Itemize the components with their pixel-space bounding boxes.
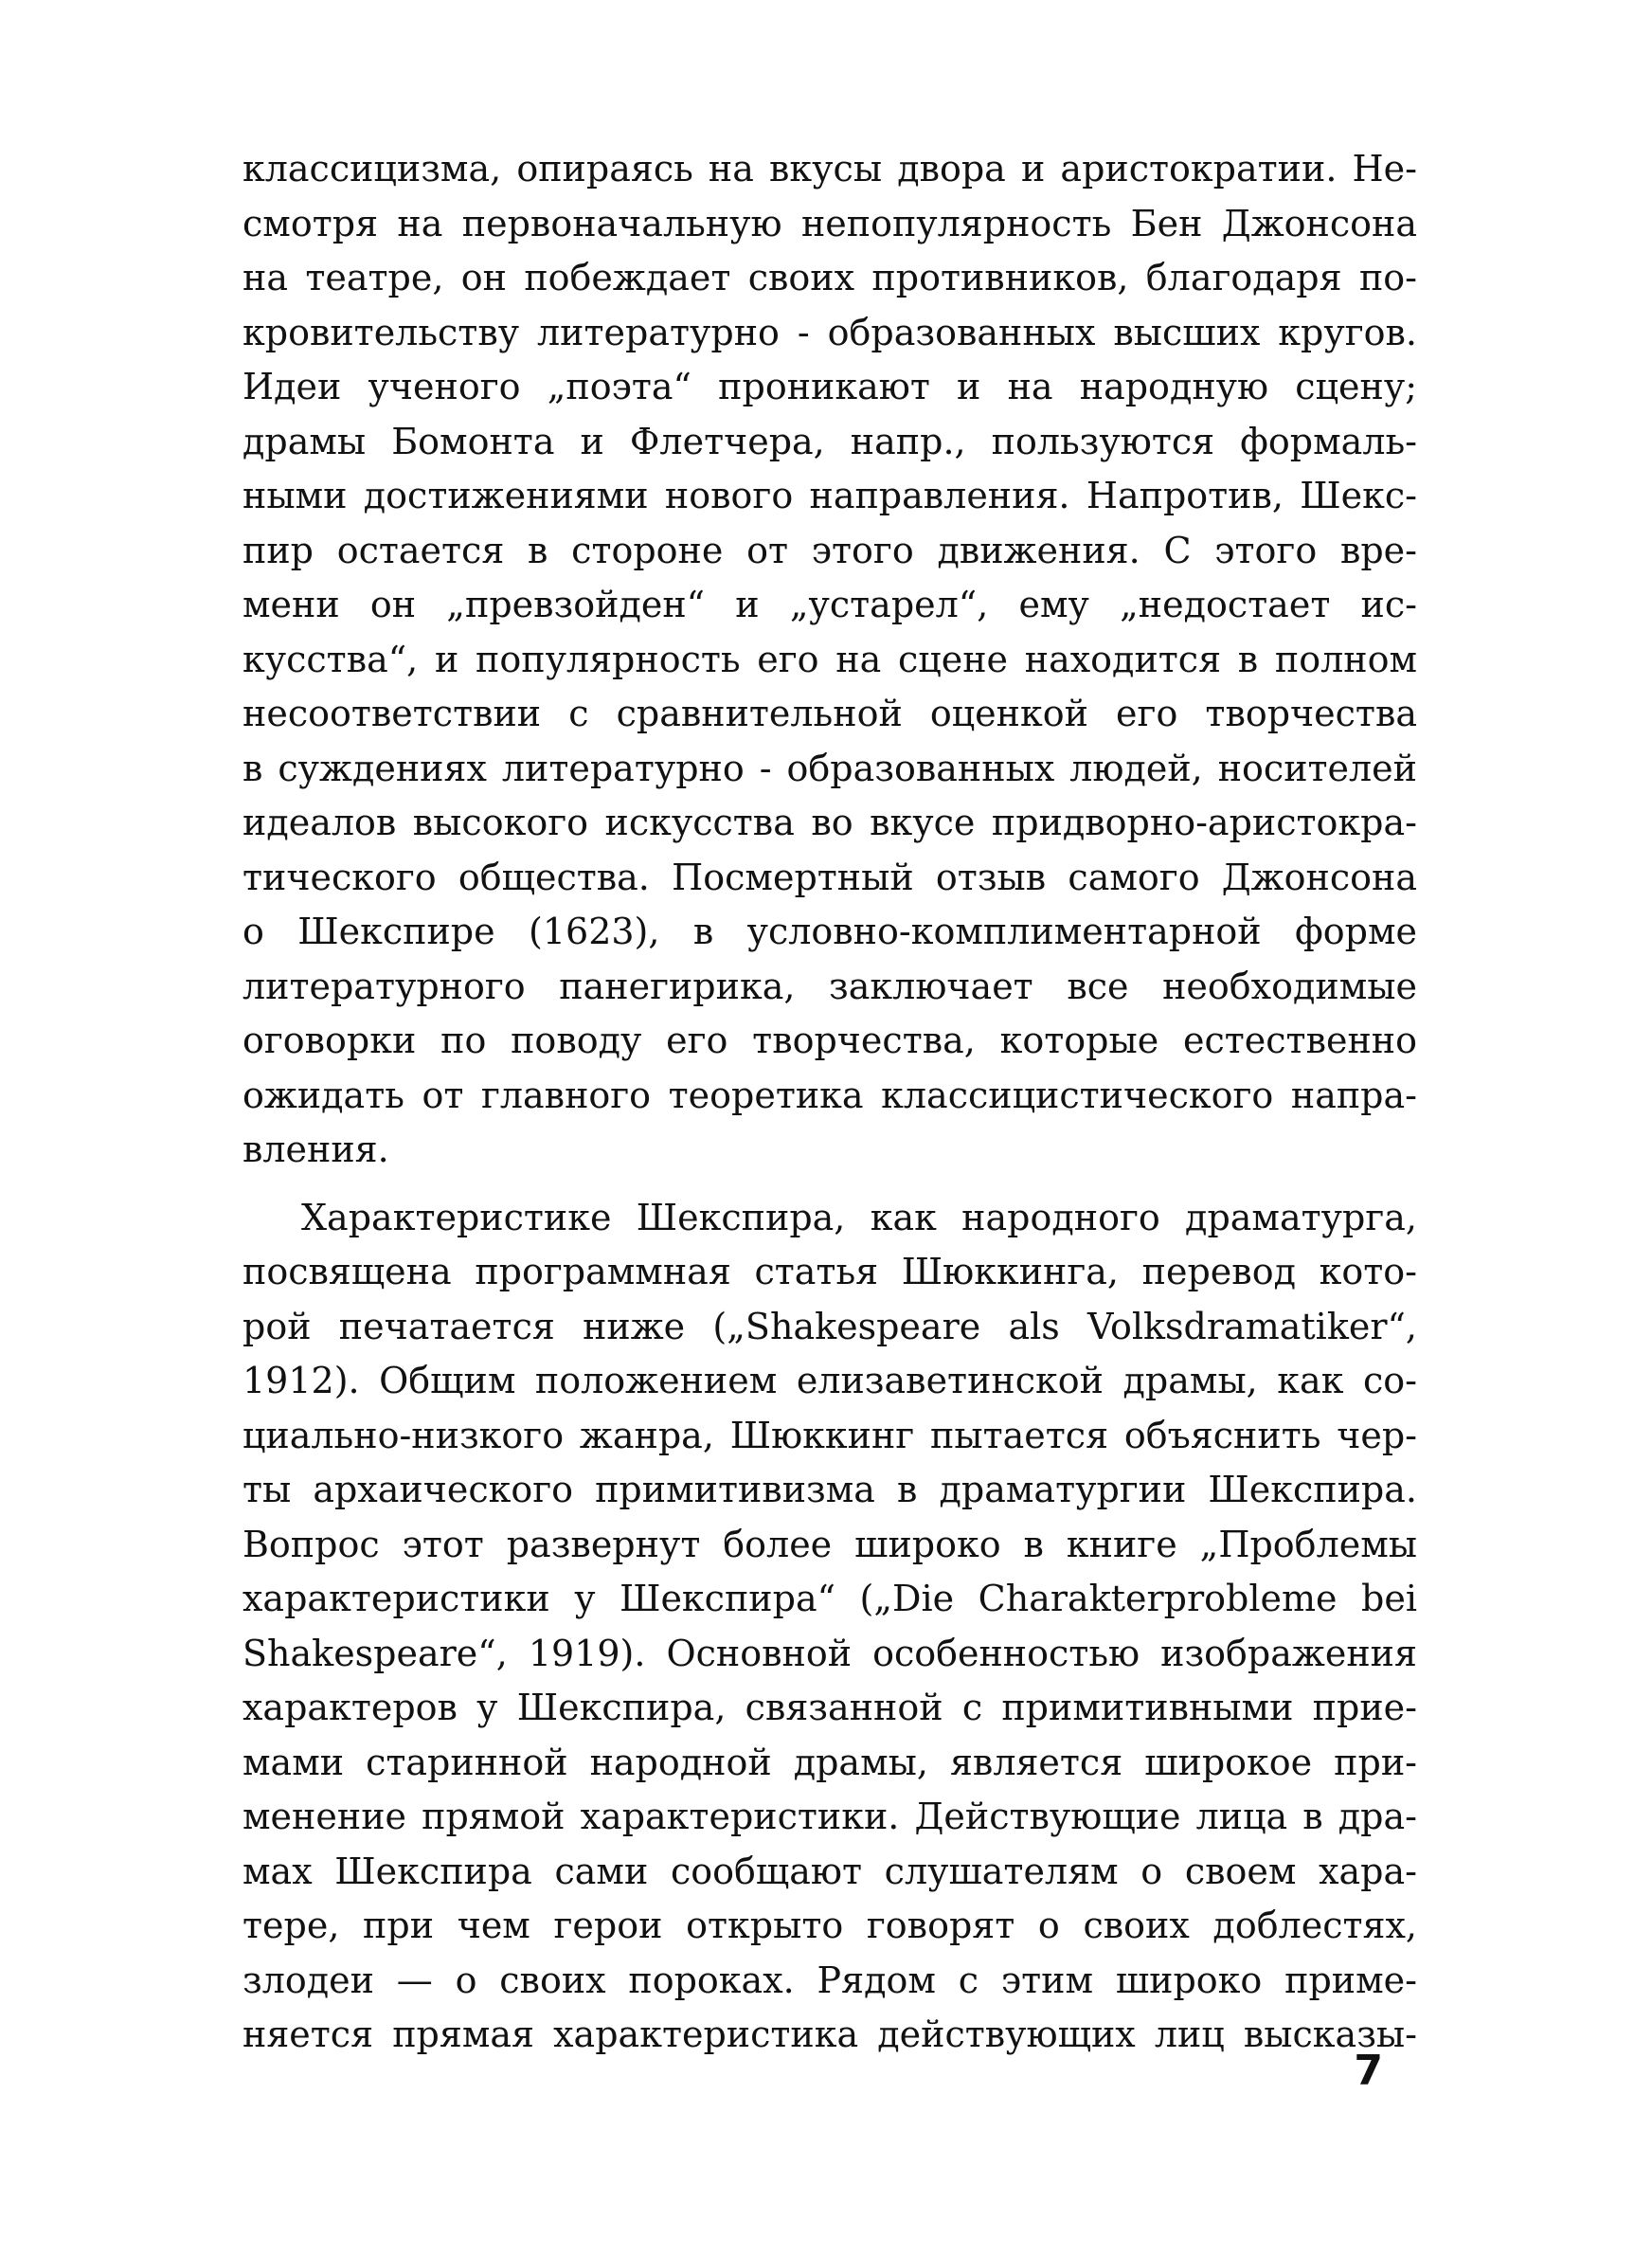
text-line: несоответствии с сравнительной оценкой его творчества [242, 693, 1417, 734]
text-line: Shakespeare“, 1919). Основной особенностью изображения [242, 1632, 1417, 1674]
page-number: 7 [1354, 2047, 1383, 2095]
text-line: посвящена программная статья Шюккинга, перевод кото- [242, 1251, 1417, 1292]
text-line: в суждениях литературно - образованных людей, носителей [242, 747, 1417, 789]
body-text [242, 142, 1417, 2063]
text-line: смотря на первоначальную непопулярность Бен Джонсона [242, 202, 1417, 244]
text-line: тере, при чем герои открыто говорят о своих доблестях, [242, 1905, 1417, 1946]
text-line: оговорки по поводу его творчества, которые естественно [242, 1020, 1417, 1061]
text-line: циально-низкого жанра, Шюккинг пытается объяснить чер- [242, 1414, 1417, 1456]
text-line: злодеи — о своих пороках. Рядом с этим широко приме- [242, 1959, 1417, 2001]
text-line: ты архаического примитивизма в драматургии Шекспира. [242, 1469, 1417, 1510]
text-line: 1912). Общим положением елизаветинской драмы, как со- [242, 1360, 1417, 1401]
text-line: кусства“, и популярность его на сцене находится в полном [242, 638, 1417, 680]
text-line: пир остается в стороне от этого движения. С этого вре- [242, 529, 1417, 571]
text-line: характеров у Шекспира, связанной с примитивными прие- [242, 1687, 1417, 1728]
text-line: тического общества. Посмертный отзыв самого Джонсона [242, 856, 1417, 898]
text-line: Идеи ученого „поэта“ проникают и на народную сцену; [242, 366, 1417, 407]
text-line: литературного панегирика, заключает все необходимые [242, 965, 1417, 1007]
paragraph-1 [242, 142, 1417, 1178]
text-line: характеристики у Шекспира“ („Die Charakterprobleme bei [242, 1578, 1417, 1619]
text-line: мени он „превзойден“ и „устарел“, ему „недостает ис- [242, 584, 1417, 625]
text-line: няется прямая характеристика действующих лиц высказы- [242, 2013, 1417, 2055]
text-line: на театре, он побеждает своих противников, благодаря по- [242, 257, 1417, 298]
paragraph-2 [242, 1191, 1417, 2063]
text-line: мах Шекспира сами сообщают слушателям о своем хара- [242, 1850, 1417, 1892]
text-line: менение прямой характеристики. Действующие лица в дра- [242, 1796, 1417, 1837]
text-line: идеалов высокого искусства во вкусе придворно-аристокра- [242, 802, 1417, 843]
text-line: мами старинной народной драмы, является широкое при- [242, 1741, 1417, 1783]
text-line: драмы Бомонта и Флетчера, напр., пользуются формаль- [242, 420, 1417, 462]
text-line: Характеристике Шекспира, как народного драматурга, [301, 1196, 1417, 1238]
text-line: ожидать от главного теоретика классицистического напра- [242, 1074, 1417, 1116]
text-line: рой печатается ниже („Shakespeare als Volksdramatiker“, [242, 1305, 1417, 1347]
text-line: о Шекспире (1623), в условно-комплиментарной форме [242, 911, 1417, 952]
text-line: Вопрос этот развернут более широко в книге „Проблемы [242, 1523, 1417, 1565]
paragraph-gap [242, 1178, 1417, 1191]
text-line: вления. [242, 1128, 389, 1170]
text-line: классицизма, опираясь на вкусы двора и аристократии. Не- [242, 148, 1417, 190]
text-line: ными достижениями нового направления. Напротив, Шекс- [242, 475, 1417, 516]
text-line: кровительству литературно - образованных высших кругов. [242, 311, 1417, 353]
